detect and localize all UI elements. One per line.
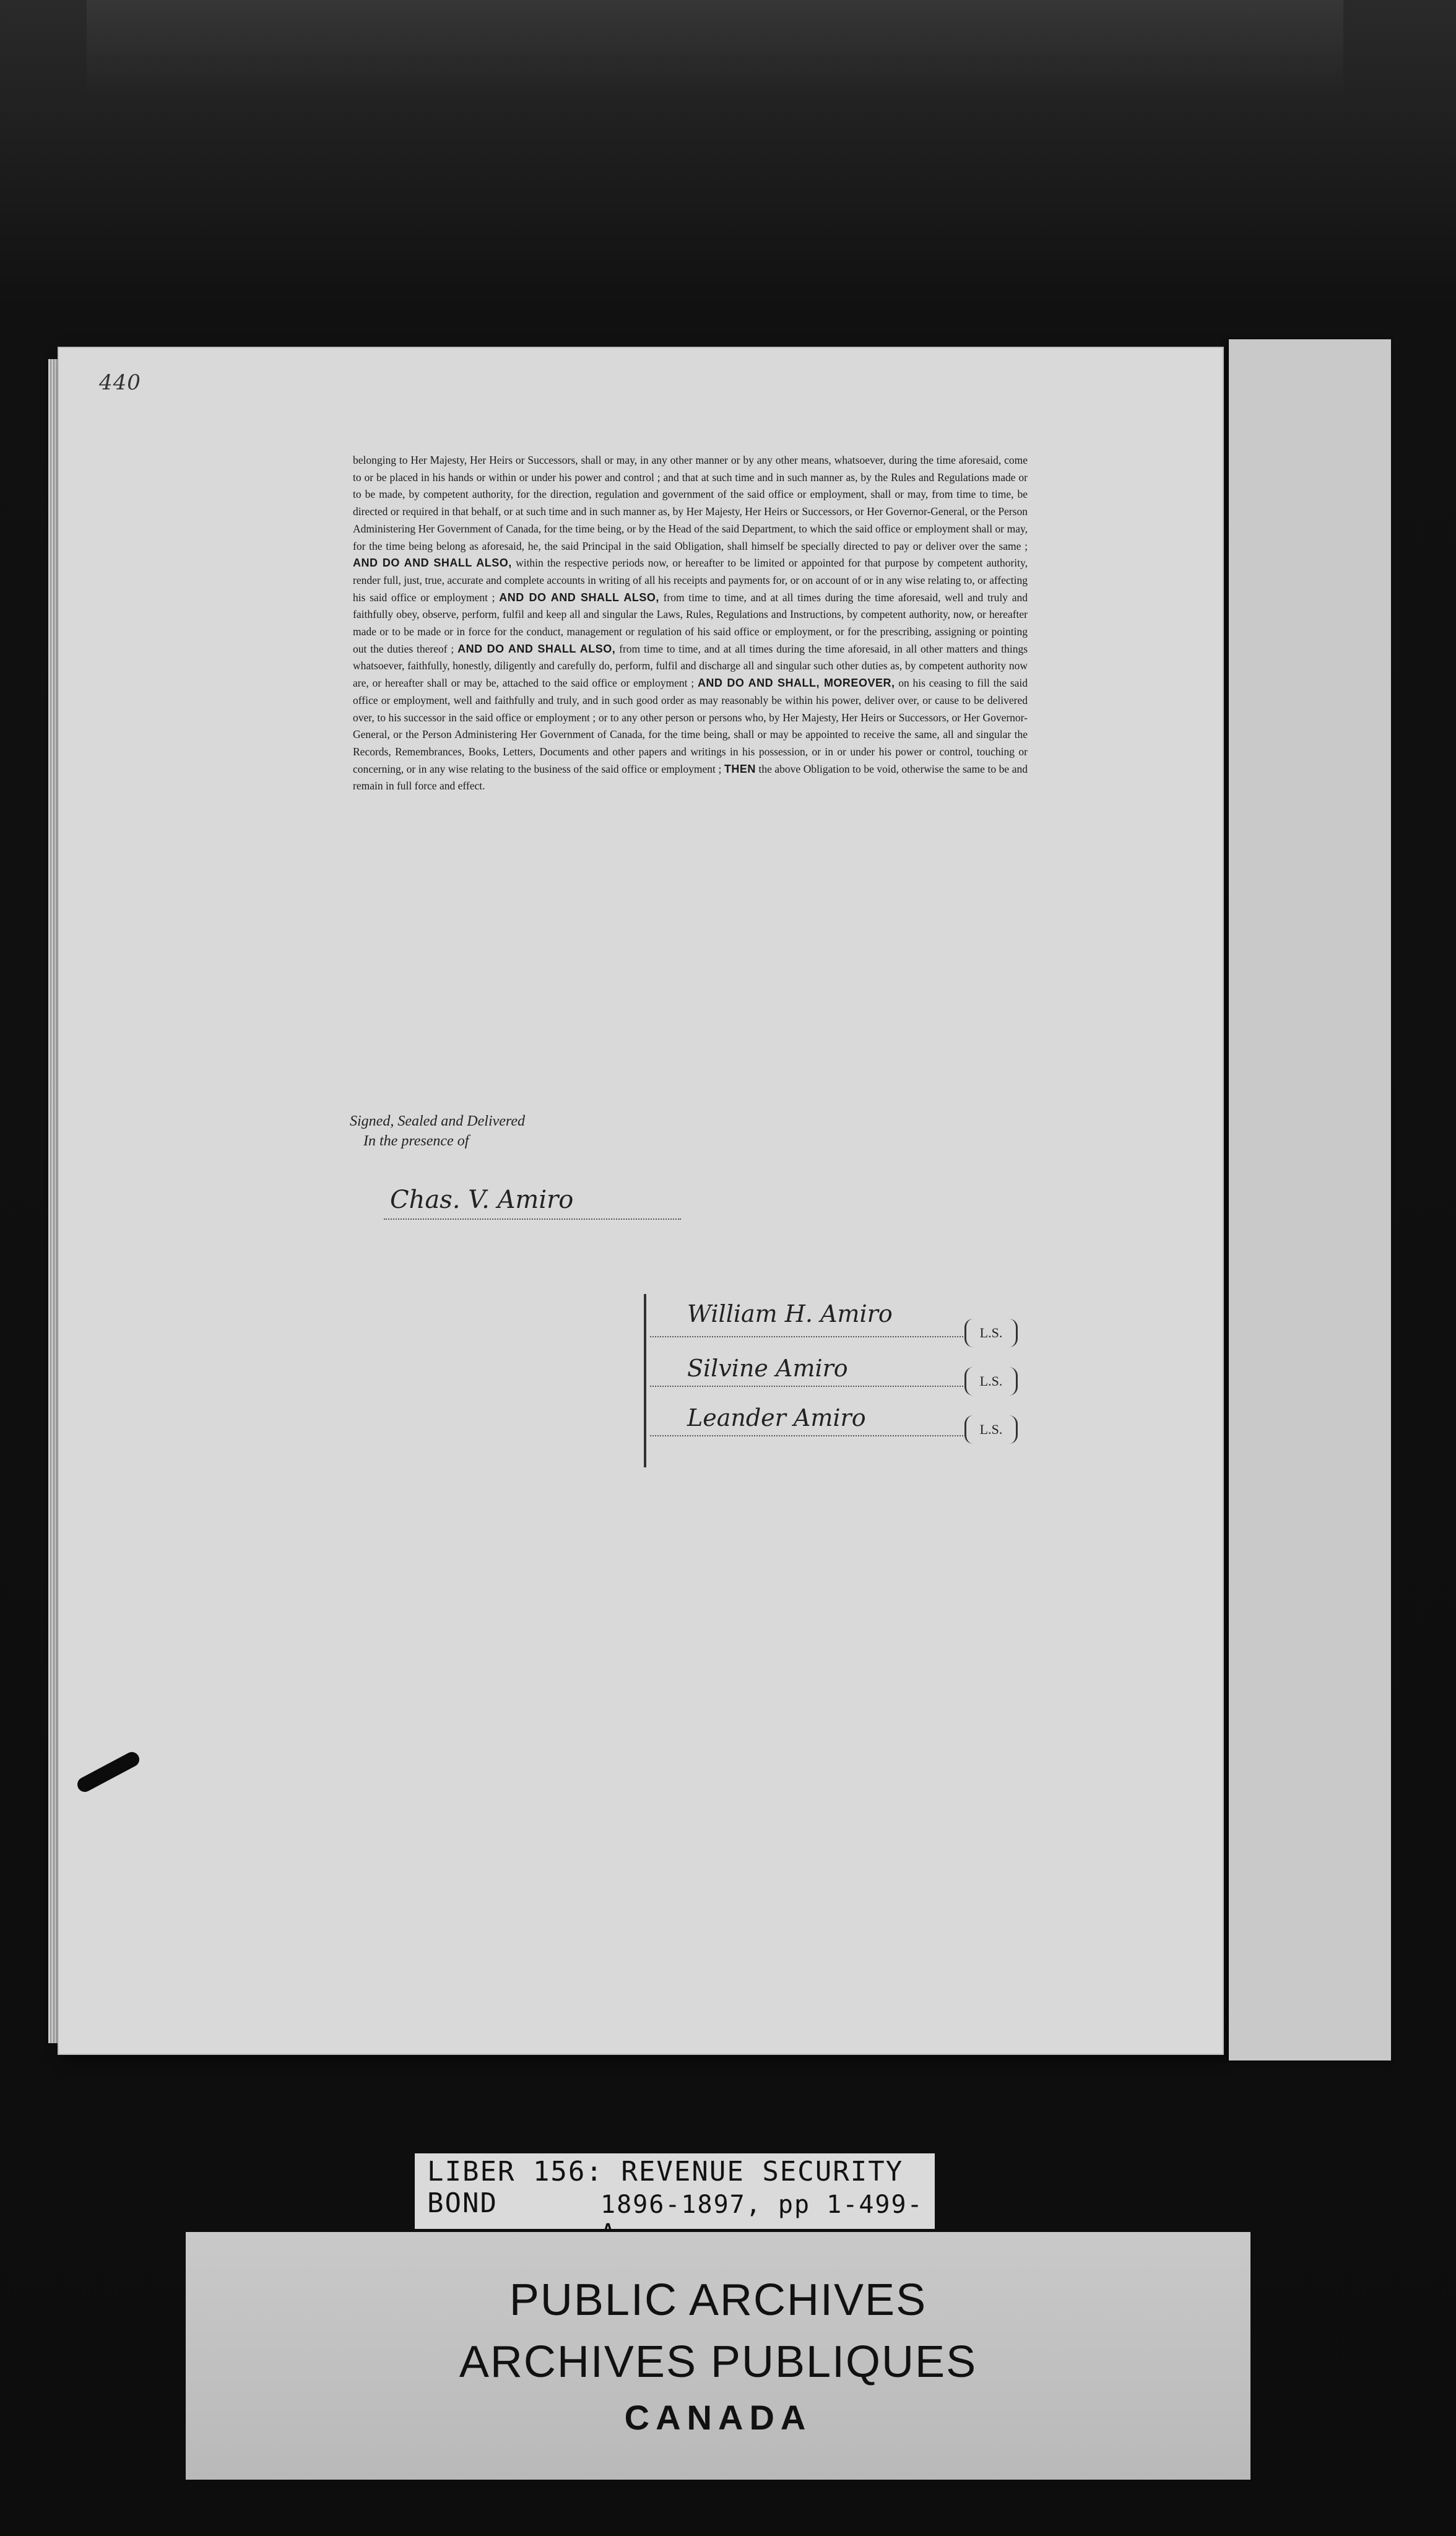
liber-label [415, 2153, 935, 2229]
seal-mark [964, 1415, 1018, 1444]
bond-text-segment: from time to time, and at all times during the time aforesaid, in all other matters and things whatsoever, faithfully, honestly, diligently and carefully do, perform, fulfil and discharge all and singular such other duties as, by competent authority now are, or hereafter shall or may be, attached to the said office or employment ; [353, 642, 1028, 690]
archives-country: CANADA [624, 2398, 812, 2437]
seal-label: L.S. [979, 1325, 1003, 1340]
signers-brace [644, 1294, 646, 1467]
signer-signature: Leander Amiro [687, 1404, 866, 1431]
liber-label-line2: 1896-1897, pp 1-499- [600, 2191, 924, 2219]
witness-signature-line [384, 1218, 681, 1220]
signer-signature-line [650, 1435, 966, 1436]
page-number: 440 [99, 370, 141, 395]
signer-signature-line [650, 1386, 966, 1387]
bond-clause-heading: AND DO AND SHALL ALSO, [353, 557, 512, 570]
archives-card [186, 2232, 1250, 2480]
seal-mark [964, 1367, 1018, 1396]
witness-label-line2: In the presence of [363, 1133, 469, 1149]
bond-clause-heading: AND DO AND SHALL ALSO, [457, 642, 616, 655]
witness-label-line1: Signed, Sealed and Delivered [350, 1113, 526, 1129]
bond-clause-heading: THEN [724, 762, 756, 775]
previous-frame-strip [87, 0, 1343, 93]
bond-text-segment: within the respective periods now, or hereafter to be limited or appointed for that purpose by competent authority, render full, just, true, accurate and complete accounts in writing of all his receipts and payments for, or on account of or in any wise relating to, or affecting his said office or employment ; [353, 557, 1028, 604]
bond-text-segment: on his ceasing to fill the said office or employment, well and faithfully and truly, and in such good order as may reasonably be within his power, deliver over, or cause to be delivered over, to his successor in the said office or employment ; or to any other person or persons who, by Her Majesty, Her Heirs or Successors, or Her Governor-General, or the Person Administering Her Government of Canada, for the time being, shall or may be appointed to receive the same, all and singular the Records, Remembrances, Books, Letters, Documents and other papers and writings in his possession, or in or under his power or control, touching or concerning, or in any wise relating to the business of the said office or employment ; [353, 677, 1028, 775]
liber-label-line1: LIBER 156: REVENUE SECURITY BOND [427, 2156, 904, 2219]
bond-text-segment: the above Obligation to be void, otherwise the same to be and remain in full force and effect. [353, 762, 1028, 792]
seal-mark [964, 1319, 1018, 1347]
bond-text-segment: belonging to Her Majesty, Her Heirs or Successors, shall or may, in any other manner or by any other means, whatsoever, during the time aforesaid, come to or be placed in his hands or within or under his power and control ; and that at such time and in such manner as, by the Rules and Regulations made or to be made, by competent authority, for the direction, regulation and government of the said office or employment, shall or may, from time to time, be directed or required in that behalf, or at such time and in such manner as, by Her Majesty, Her Heirs or Successors, or Her Governor-General, or the Person Administering Her Government of Canada, for the time being, or by the Head of the said Department, to which the said office or employment shall or may, for the time being belong as aforesaid, he, the said Principal in the said Obligation, shall himself be specially directed to pay or deliver over the same ; [353, 454, 1028, 552]
signer-signature: Silvine Amiro [687, 1355, 848, 1382]
seal-label: L.S. [979, 1422, 1003, 1437]
witness-signature: Chas. V. Amiro [390, 1186, 574, 1214]
bond-clause-heading: AND DO AND SHALL, MOREOVER, [697, 677, 895, 690]
bond-text-segment: from time to time, and at all times during the time aforesaid, well and truly and faithfully obey, observe, perform, fulfil and keep all and singular the Laws, Rules, Regulations and Instructions, by competent authority, now, or hereafter made or to be made or in force for the conduct, management or regulation of his said office or employment, or for the prescribing, assigning or pointing out the duties thereof ; [353, 591, 1028, 655]
signer-signature-line [650, 1336, 966, 1337]
archives-english: PUBLIC ARCHIVES [509, 2275, 927, 2325]
facing-page-edge [1229, 339, 1391, 2060]
bond-conditions-text [353, 452, 1028, 795]
bond-clause-heading: AND DO AND SHALL ALSO, [499, 591, 659, 604]
signer-signature: William H. Amiro [687, 1300, 893, 1327]
witness-label [350, 1111, 525, 1151]
archives-french: ARCHIVES PUBLIQUES [459, 2337, 977, 2387]
seal-label: L.S. [979, 1373, 1003, 1389]
